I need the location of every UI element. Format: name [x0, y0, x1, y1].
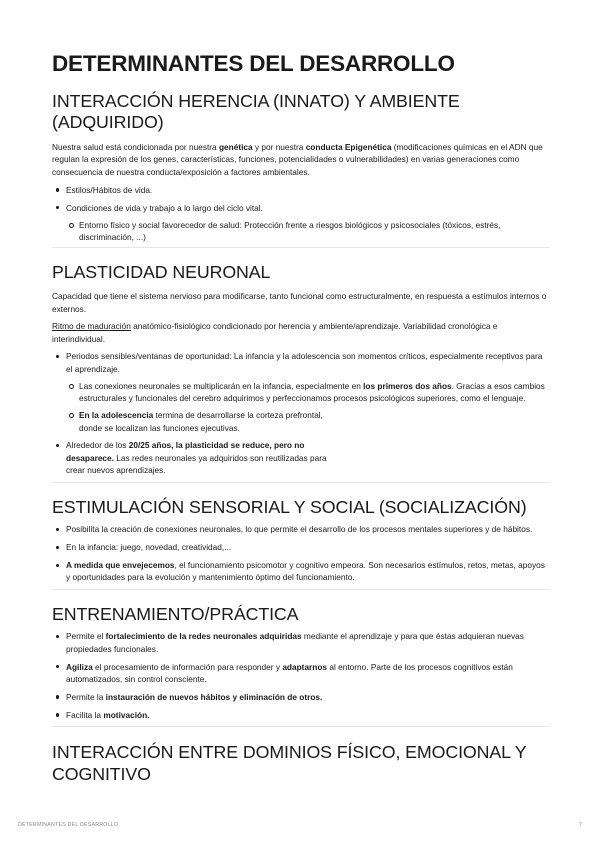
section-heading: ENTRENAMIENTO/PRÁCTICA	[52, 603, 299, 624]
list-item: Estilos/Hábitos de vida.	[52, 184, 550, 196]
list-item: Alrededor de los 20/25 años, la plasticidad se reduce, pero no desaparece. Las redes neuronales ya adquiridos son reutilizadas para crear nuevos aprendizajes.	[52, 439, 550, 476]
page-number: 7	[578, 822, 582, 828]
section-plasticidad	[52, 262, 550, 476]
section-divider	[52, 726, 550, 727]
list-item: Periodos sensibles/ventanas de oportunidad: La infancia y la adolescencia son momentos críticos, especialmente receptivos para el aprendizaje. Las conexiones neuronales se multiplicarán en la infancia, especialmente en los primeros dos años. Gracias a esos cambios estructurales y funcionales del cerebro adquirimos y perfeccionamos procesos psicológicos superiores, como el lenguaje. En la adolescencia termina de desarrollarse la corteza prefrontal, donde se localizan las funciones ejecutivas.	[52, 350, 550, 433]
section-entrenamiento	[52, 604, 550, 721]
page-footer	[18, 822, 582, 828]
section-divider	[52, 247, 550, 248]
section-heading: PLASTICIDAD NEURONAL	[52, 262, 271, 283]
sub-list-item: Entorno físico y social favorecedor de salud: Protección frente a riesgos biológicos y psicosociales (tóxicos, estrés, discriminación, ...)	[66, 219, 550, 244]
section-heading: ESTIMULACIÓN SENSORIAL Y SOCIAL (SOCIALIZACIÓN)	[52, 496, 527, 517]
paragraph: Nuestra salud está condicionada por nuestra genética y por nuestra conducta Epigenética (modificaciones químicas en el ADN que regulan la expresión de los genes, características, funciones, potencialidades o vulnerabilidades) en varias generaciones como consecuencia de nuestra conducta/exposición a factores ambientales.	[52, 142, 543, 177]
section-interaccion-dominios	[52, 741, 550, 785]
section-heading: INTERACCIÓN HERENCIA (INNATO) Y AMBIENTE (ADQUIRIDO)	[52, 91, 460, 132]
paragraph: Ritmo de maduración anatómico-fisiológico condicionado por herencia y ambiente/aprendizaje. Variabilidad cronológica e interindividual.	[52, 321, 498, 344]
section-heading: INTERACCIÓN ENTRE DOMINIOS FÍSICO, EMOCIONAL Y COGNITIVO	[52, 742, 527, 785]
section-herencia-ambiente	[52, 91, 550, 243]
document-title: DETERMINANTES DEL DESARROLLO	[52, 51, 455, 76]
sub-list-item: En la adolescencia termina de desarrollarse la corteza prefrontal, donde se localizan las funciones ejecutivas.	[66, 409, 550, 434]
list-item: Permite el fortalecimiento de la redes neuronales adquiridas mediante el aprendizaje y para que éstas adquieran nuevas propiedades funcionales.	[52, 630, 550, 655]
paragraph: Capacidad que tiene el sistema nervioso para modificarse, tanto funcional como estructuralmente, en respuesta a estímulos internos o externos.	[52, 291, 547, 314]
list-item: A medida que envejecemos, el funcionamiento psicomotor y cognitivo empeora. Son necesarios estímulos, retos, metas, apoyos y oportunidades para la evolución y mantenimiento óptimo del funcionamiento.	[52, 559, 550, 584]
list-item: Posibilita la creación de conexiones neuronales, lo que permite el desarrollo de los procesos mentales superiores y de hábitos.	[52, 523, 550, 535]
sub-list-item: Las conexiones neuronales se multiplicarán en la infancia, especialmente en los primeros dos años. Gracias a esos cambios estructurales y funcionales del cerebro adquirimos y perfeccionamos procesos psicológicos superiores, como el lenguaje.	[66, 380, 550, 405]
list-item: Facilita la motivación.	[52, 709, 550, 721]
list-item: Agiliza el procesamiento de información para responder y adaptarnos al entorno. Parte de los procesos cognitivos están automatizados, sin control consciente.	[52, 661, 550, 686]
list-item: Condiciones de vida y trabajo a lo largo del ciclo vital. Entorno físico y social favorecedor de salud: Protección frente a riesgos biológicos y psicosociales (tóxicos, estrés, discriminación, ...)	[52, 202, 550, 244]
section-estimulacion	[52, 497, 550, 584]
list-item: Permite la instauración de nuevos hábitos y eliminación de otros.	[52, 691, 550, 703]
section-divider	[52, 589, 550, 590]
footer-title: DETERMINANTES DEL DESARROLLO	[18, 822, 119, 828]
list-item: En la infancia: juego, novedad, creatividad,...	[52, 541, 550, 553]
section-divider	[52, 482, 550, 483]
document-page	[52, 50, 550, 785]
